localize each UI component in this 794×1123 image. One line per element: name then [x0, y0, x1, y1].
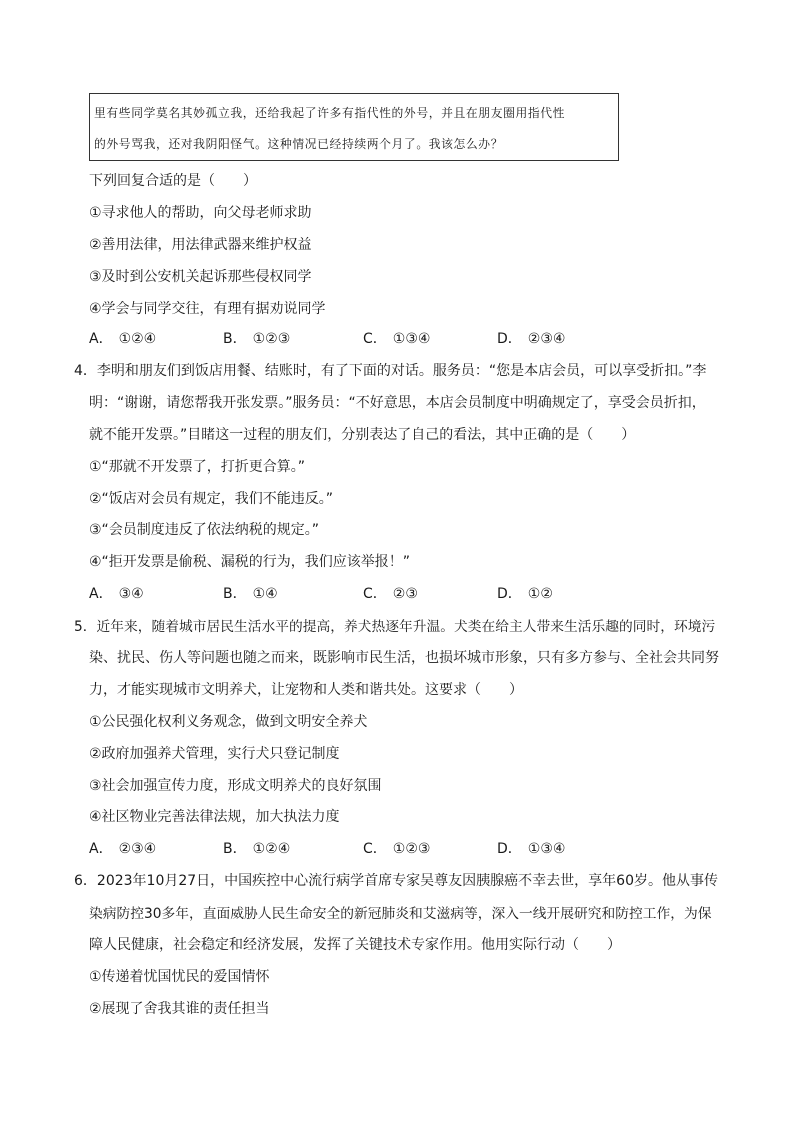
statement-item: ③及时到公安机关起诉那些侵权同学	[89, 269, 312, 285]
option-letter: D．	[497, 331, 522, 347]
option-text: ①②③	[392, 841, 431, 857]
statement-item: ③社会加强宣传力度，形成文明养犬的良好氛围	[89, 778, 382, 794]
option-letter: C．	[363, 841, 387, 857]
question-stem-line: 明：“谢谢，请您帮我开张发票。”服务员：“不好意思，本店会员制度中明确规定了，享受会员折扣，	[89, 395, 706, 411]
question-stem-line: 障人民健康，社会稳定和经济发展，发挥了关键技术专家作用。他用实际行动（ ）	[89, 937, 621, 953]
option-text: ①②④	[118, 331, 157, 347]
answer-options	[89, 838, 689, 858]
option-letter: B．	[223, 331, 247, 347]
option-text: ②③④	[118, 841, 157, 857]
answer-options	[89, 328, 689, 348]
statement-item: ②“饭店对会员有规定，我们不能违反。”	[89, 491, 334, 507]
option-letter: A．	[89, 331, 113, 347]
statement-item: ④社区物业完善法律法规，加大执法力度	[89, 809, 340, 825]
option-text: ①④	[252, 586, 278, 602]
option-letter: A．	[89, 841, 113, 857]
question-stem-line: 力，才能实现城市文明养犬，让宠物和人类和谐共处。这要求（ ）	[89, 682, 523, 698]
statement-item: ②善用法律，用法律武器来维护权益	[89, 237, 312, 253]
question-stem-line: 就不能开发票。”目睹这一过程的朋友们，分别表达了自己的看法，其中正确的是（ ）	[89, 427, 636, 443]
option-text: ①③④	[527, 841, 566, 857]
option-c[interactable]	[363, 838, 430, 858]
statement-item: ③“会员制度违反了依法纳税的规定。”	[89, 522, 320, 538]
option-c[interactable]	[363, 328, 430, 348]
option-letter: C．	[363, 586, 387, 602]
statement-item: ①“那就不开发票了，打折更合算。”	[89, 459, 306, 475]
question-prompt: 下列回复合适的是（ ）	[89, 173, 257, 189]
option-d[interactable]	[497, 838, 565, 858]
quote-box	[89, 93, 619, 161]
option-a[interactable]	[89, 838, 156, 858]
option-text: ①②③	[252, 331, 291, 347]
answer-options	[89, 583, 689, 603]
option-text: ②③④	[527, 331, 566, 347]
statement-item: ②展现了舍我其谁的责任担当	[89, 1001, 270, 1017]
question-stem-line: 5．近年来，随着城市居民生活水平的提高，养犬热逐年升温。犬类在给主人带来生活乐趣的同时，环境污	[74, 619, 716, 635]
option-b[interactable]	[223, 838, 290, 858]
option-d[interactable]	[497, 583, 553, 603]
option-letter: C．	[363, 331, 387, 347]
statement-item: ①传递着忧国忧民的爱国情怀	[89, 969, 270, 985]
option-c[interactable]	[363, 583, 418, 603]
statement-item: ④学会与同学交往，有理有据劝说同学	[89, 301, 326, 317]
option-letter: A．	[89, 586, 113, 602]
option-d[interactable]	[497, 328, 565, 348]
option-letter: D．	[497, 586, 522, 602]
statement-item: ②政府加强养犬管理，实行犬只登记制度	[89, 746, 340, 762]
quote-line: 里有些同学莫名其妙孤立我，还给我起了许多有指代性的外号，并且在朋友圈用指代性	[94, 106, 566, 120]
quote-line: 的外号骂我，还对我阴阳怪气。这种情况已经持续两个月了。我该怎么办？	[94, 137, 504, 151]
option-text: ①②	[527, 586, 553, 602]
option-letter: D．	[497, 841, 522, 857]
statement-item: ①公民强化权利义务观念，做到文明安全养犬	[89, 714, 368, 730]
option-a[interactable]	[89, 328, 156, 348]
option-letter: B．	[223, 841, 247, 857]
option-text: ①③④	[392, 331, 431, 347]
option-a[interactable]	[89, 583, 144, 603]
question-stem-line: 染、扰民、伤人等问题也随之而来，既影响市民生活，也损坏城市形象，只有多方参与、全社会共同努	[89, 650, 719, 666]
question-stem-line: 6．2023年10月27日，中国疾控中心流行病学首席专家吴尊友因胰腺癌不幸去世，享年60岁。他从事传	[74, 873, 718, 889]
statement-item: ①寻求他人的帮助，向父母老师求助	[89, 205, 312, 221]
option-b[interactable]	[223, 328, 290, 348]
option-b[interactable]	[223, 583, 278, 603]
option-letter: B．	[223, 586, 247, 602]
option-text: ②③	[392, 586, 418, 602]
question-stem-line: 染病防控30多年，直面威胁人民生命安全的新冠肺炎和艾滋病等，深入一线开展研究和防控工作，为保	[89, 906, 712, 922]
statement-item: ④“拒开发票是偷税、漏税的行为，我们应该举报！”	[89, 554, 411, 570]
option-text: ③④	[118, 586, 144, 602]
option-text: ①②④	[252, 841, 291, 857]
question-stem-line: 4．李明和朋友们到饭店用餐、结账时，有了下面的对话。服务员：“您是本店会员，可以享受折扣。”李	[74, 363, 707, 379]
